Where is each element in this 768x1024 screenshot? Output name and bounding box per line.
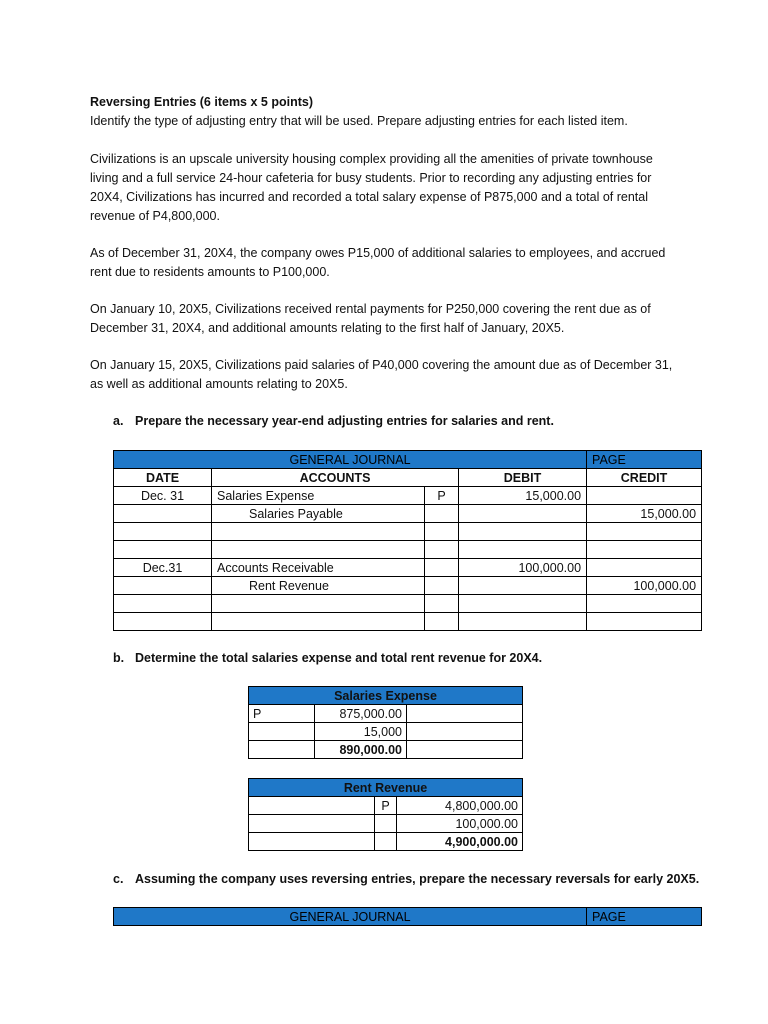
salaries-expense-t-account	[248, 686, 523, 759]
text-line: Civilizations is an upscale university housing complex providing all the amenities of private townhouse	[90, 152, 653, 166]
journal-p-cell	[425, 559, 459, 577]
journal-row	[114, 487, 702, 505]
t-account-p-cell	[375, 815, 397, 833]
journal-account-cell	[212, 523, 425, 541]
t-account-credit-cell: 4,900,000.00	[397, 833, 523, 851]
journal-debit-cell	[459, 595, 587, 613]
journal-account-cell: Salaries Expense	[212, 487, 425, 505]
journal-credit-cell	[587, 523, 702, 541]
question-text: Assuming the company uses reversing entries, prepare the necessary reversals for early 20X5.	[135, 872, 700, 886]
journal-account-cell	[212, 541, 425, 559]
paragraph-company-info	[90, 150, 653, 226]
journal-debit-cell: 15,000.00	[459, 487, 587, 505]
journal-credit-cell	[587, 541, 702, 559]
journal-date-cell	[114, 613, 212, 631]
journal-account-cell	[212, 595, 425, 613]
journal-p-cell	[425, 523, 459, 541]
question-label: a.	[113, 414, 124, 428]
t-account-row	[249, 723, 523, 741]
journal-credit-cell: 15,000.00	[587, 505, 702, 523]
journal-credit-cell	[587, 595, 702, 613]
journal-row	[114, 541, 702, 559]
general-journal-c-table	[113, 907, 702, 926]
t-account-row	[249, 833, 523, 851]
journal-date-cell	[114, 595, 212, 613]
t-account-debit-cell: 890,000.00	[315, 741, 407, 759]
t-account-p-cell	[249, 723, 315, 741]
t-account-credit-cell: 100,000.00	[397, 815, 523, 833]
t-account-debit-cell: 15,000	[315, 723, 407, 741]
t-account-debit-cell	[249, 797, 375, 815]
journal-debit-cell	[459, 577, 587, 595]
text-line: 20X4, Civilizations has incurred and recorded a total salary expense of P875,000 and a total of rental	[90, 190, 648, 204]
journal-credit-cell	[587, 487, 702, 505]
instructions: Identify the type of adjusting entry that will be used. Prepare adjusting entries for each listed item.	[90, 114, 628, 128]
journal-row	[114, 559, 702, 577]
t-account-row	[249, 797, 523, 815]
question-c	[113, 870, 699, 889]
col-accounts-header: ACCOUNTS	[212, 469, 459, 487]
question-text: Determine the total salaries expense and total rent revenue for 20X4.	[135, 651, 543, 665]
journal-debit-cell	[459, 613, 587, 631]
question-b	[113, 649, 542, 668]
journal-credit-cell	[587, 559, 702, 577]
journal-credit-cell	[587, 613, 702, 631]
journal-p-cell: P	[425, 487, 459, 505]
journal-p-cell	[425, 505, 459, 523]
text-line: as well as additional amounts relating to 20X5.	[90, 377, 348, 391]
page-title: Reversing Entries (6 items x 5 points)	[90, 95, 313, 109]
journal-p-cell	[425, 595, 459, 613]
journal-title-row	[114, 451, 702, 469]
t-account-row	[249, 705, 523, 723]
t-account-credit-cell	[407, 705, 523, 723]
journal-debit-cell: 100,000.00	[459, 559, 587, 577]
paragraph-jan10	[90, 300, 651, 338]
text-line: On January 15, 20X5, Civilizations paid salaries of P40,000 covering the amount due as of December 31,	[90, 358, 673, 372]
t-account-p-cell: P	[249, 705, 315, 723]
t-account-debit-cell	[249, 833, 375, 851]
question-text: Prepare the necessary year-end adjusting entries for salaries and rent.	[135, 414, 554, 428]
journal-account-cell: Accounts Receivable	[212, 559, 425, 577]
rent-revenue-t-account	[248, 778, 523, 851]
col-date-header: DATE	[114, 469, 212, 487]
t-account-row	[249, 741, 523, 759]
journal-debit-cell	[459, 523, 587, 541]
journal-page-label: PAGE	[587, 908, 702, 926]
col-debit-header: DEBIT	[459, 469, 587, 487]
journal-debit-cell	[459, 505, 587, 523]
journal-date-cell	[114, 541, 212, 559]
journal-row	[114, 505, 702, 523]
journal-debit-cell	[459, 541, 587, 559]
question-label: c.	[113, 872, 124, 886]
journal-credit-cell: 100,000.00	[587, 577, 702, 595]
journal-page-label: PAGE	[587, 451, 702, 469]
t-account-title: Salaries Expense	[249, 687, 523, 705]
text-line: revenue of P4,800,000.	[90, 209, 220, 223]
journal-date-cell	[114, 505, 212, 523]
journal-p-cell	[425, 541, 459, 559]
journal-title: GENERAL JOURNAL	[114, 908, 587, 926]
journal-p-cell	[425, 613, 459, 631]
t-account-debit-cell: 875,000.00	[315, 705, 407, 723]
journal-date-cell: Dec.31	[114, 559, 212, 577]
paragraph-dec31	[90, 244, 665, 282]
journal-title-row	[114, 908, 702, 926]
text-line: December 31, 20X4, and additional amounts relating to the first half of January, 20X5.	[90, 321, 565, 335]
t-account-title: Rent Revenue	[249, 779, 523, 797]
journal-title: GENERAL JOURNAL	[114, 451, 587, 469]
journal-date-cell	[114, 577, 212, 595]
t-account-credit-cell: 4,800,000.00	[397, 797, 523, 815]
journal-row	[114, 613, 702, 631]
journal-account-cell: Rent Revenue	[212, 577, 425, 595]
journal-date-cell	[114, 523, 212, 541]
t-account-credit-cell	[407, 723, 523, 741]
journal-row	[114, 577, 702, 595]
paragraph-jan15	[90, 356, 672, 394]
text-line: rent due to residents amounts to P100,000.	[90, 265, 330, 279]
t-account-debit-cell	[249, 815, 375, 833]
journal-row	[114, 595, 702, 613]
text-line: living and a full service 24-hour cafeteria for busy students. Prior to recording any adjusting entries for	[90, 171, 652, 185]
general-journal-table	[113, 450, 702, 631]
journal-header-row	[114, 469, 702, 487]
col-credit-header: CREDIT	[587, 469, 702, 487]
text-line: On January 10, 20X5, Civilizations received rental payments for P250,000 covering the rent due as of	[90, 302, 651, 316]
t-account-row	[249, 815, 523, 833]
question-a	[113, 412, 554, 431]
question-label: b.	[113, 651, 125, 665]
t-account-credit-cell	[407, 741, 523, 759]
journal-date-cell: Dec. 31	[114, 487, 212, 505]
journal-p-cell	[425, 577, 459, 595]
journal-account-cell	[212, 613, 425, 631]
journal-row	[114, 523, 702, 541]
t-account-p-cell	[375, 833, 397, 851]
t-account-p-cell: P	[375, 797, 397, 815]
journal-account-cell: Salaries Payable	[212, 505, 425, 523]
t-account-p-cell	[249, 741, 315, 759]
text-line: As of December 31, 20X4, the company owes P15,000 of additional salaries to employees, and accrued	[90, 246, 666, 260]
